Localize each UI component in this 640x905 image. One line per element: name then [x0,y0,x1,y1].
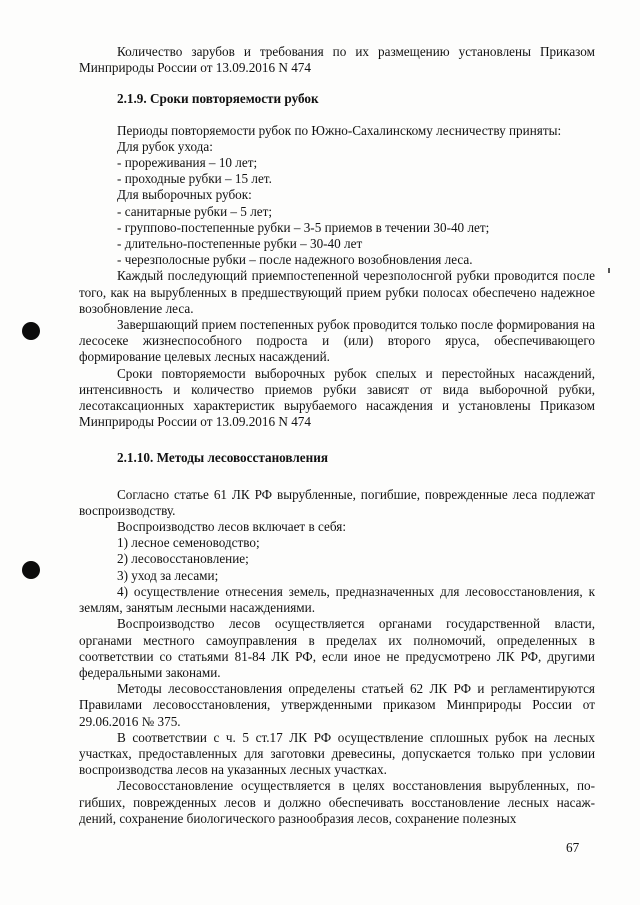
paragraph: Сроки повторяемости выборочных рубок спелых и перестойных насаждений, интенсивность и количество приемов рубки зависят от вида выборочной рубки, лесотаксационных характеристик вырубаемого насаждения и установлены Приказом Минприроды России от 13.09.2016 N 474 [79,365,595,430]
section-heading-2-1-9: 2.1.9. Сроки повторяемости рубок [117,91,319,107]
list-line: 3) уход за лесами; [117,567,219,583]
punch-hole-mark [22,322,40,340]
paragraph: Методы лесовосстановления определены статьей 62 ЛК РФ и регламентируются Правилами лесовосстановления, утвержденными приказом Минприроды России от 29.06.2016 № 375. [79,681,595,729]
list-line: - групповo-постепенные рубки – 3-5 приемов в течении 30-40 лет; [117,219,490,235]
list-line: Периоды повторяемости рубок по Южно-Сахалинскому лесничеству приняты: [117,122,562,138]
list-line: 1) лесное семеноводство; [117,535,260,551]
list-line: - черезполосные рубки – после надежного возобновления леса. [117,252,473,268]
list-line: - санитарные рубки – 5 лет; [117,203,273,219]
list-item-paragraph: 4) осуществление отнесения земель, предназначенных для лесовосстановления, к землям, занятым лесными насаждениями. [79,583,595,616]
document-body [79,44,595,827]
list-line: - прореживания – 10 лет; [117,155,258,171]
paragraph: В соответствии с ч. 5 ст.17 ЛК РФ осуществление сплошных рубок на лесных участках, предоставленных для заготовки древесины, допускается только при условии воспроизводства лесов на указанных лесных участках. [79,729,595,778]
list-line: Воспроизводство лесов включает в себя: [117,519,346,535]
scan-speck [608,268,610,273]
paragraph: Каждый последующий приемпостепенной черезполоснгой рубки проводится после того, как на вырубленных в предшествующий прием рубки полосах обеспечено надежное возобновление леса. [79,268,595,316]
paragraph: Согласно статье 61 ЛК РФ вырубленные, погибшие, поврежденные леса подлежат воспроизводству. [79,486,595,518]
paragraph: Завершающий прием постепенных рубок проводится только после формирования на лесосеке жизнеспособного подроста и (или) второго яруса, обеспечивающего формирование целевых лесных насаждений. [79,317,595,365]
punch-hole-mark [22,561,40,579]
list-line: Для выборочных рубок: [117,187,252,203]
paragraph: Воспроизводство лесов осуществляется органами государственной власти, органами местного самоуправления в пределах их полномочий, определенных в соответствии со статьями 81-84 ЛК РФ, если иное не предусмотрено ЛК РФ, другими федеральными законами. [79,616,595,680]
list-line: 2) лесовосстановление; [117,551,249,567]
paragraph: Лесовосстановление осуществляется в целях восстановления вырубленных, по-гибших, поврежденных лесов и должно обеспечивать восстановление лесных насаж-дений, сохранение биологического разнообразия лесов, сохранение полезных [79,778,595,826]
list-line: - проходные рубки – 15 лет. [117,171,272,187]
intro-paragraph: Количество зарубов и требования по их размещению установлены Приказом Минприроды России от 13.09.2016 N 474 [79,44,595,76]
section-heading-2-1-10: 2.1.10. Методы лесовосстановления [117,450,328,466]
list-line: Для рубок ухода: [117,138,213,154]
page-number: 67 [566,840,580,855]
list-line: - длительно-постепенные рубки – 30-40 лет [117,236,363,252]
